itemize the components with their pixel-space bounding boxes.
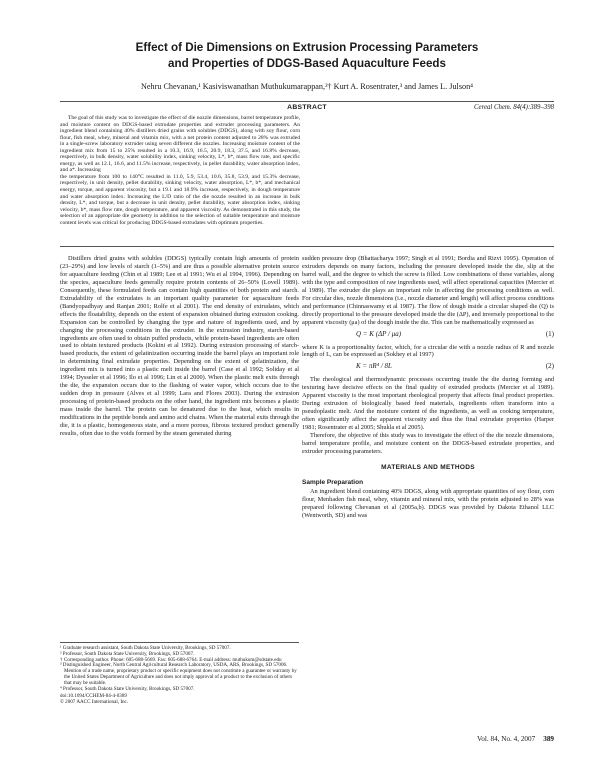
paper-title — [60, 40, 554, 72]
journal-volume: Vol. 84, No. 4, 2007 — [477, 735, 536, 743]
methods-paragraph-1: An ingredient blend containing 40% DDGS, along with appropriate quantities of soy flour, corn flour, Menhaden fish meal, whey, vitamin and mineral mix, with the protein adjusted to 28% was prepared following Chevanan et al (2005a,b). DDGS was provided by Dakota Ethanol LLC (Wentworth, SD) and was — [302, 487, 554, 519]
page-number: 389 — [543, 735, 554, 743]
equation-1-number: (1) — [545, 329, 554, 338]
body-column-right — [302, 255, 554, 520]
author-list: Nehru Chevanan,¹ Kasiviswanathan Muthukumarappan,²† Kurt A. Rosentrater,³ and James L. Julson⁴ — [140, 82, 474, 91]
abstract-label: ABSTRACT — [287, 104, 327, 111]
intro-paragraph-5: Therefore, the objective of this study was to investigate the effect of the die nozzle dimensions, barrel temperature profile, and moisture content on the DDGS-based extrudate properties, and extruder processing parameters. — [302, 432, 554, 455]
equation-2-number: (2) — [545, 362, 554, 371]
equation-1 — [302, 331, 554, 339]
footnote-1: ¹ Graduate research assistant, South Dakota State University, Brookings, SD 57007. — [60, 645, 231, 651]
subsection-heading-sample-prep: Sample Preparation — [302, 478, 364, 486]
footnotes — [60, 642, 299, 706]
equation-2 — [302, 363, 554, 371]
title-line-1: Effect of Die Dimensions on Extrusion Processing Parameters — [135, 41, 479, 54]
footnote-4: ⁴ Professor, South Dakota State University, Brookings, SD 57007. — [60, 685, 195, 692]
copyright: © 2007 AACC International, Inc. — [60, 699, 129, 706]
body-column-left — [60, 255, 299, 438]
journal-citation: Cereal Chem. 84(4):389–398 — [474, 104, 554, 111]
title-line-2: and Properties of DDGS-Based Aquaculture Feeds — [168, 57, 446, 70]
page-footer — [477, 735, 554, 743]
intro-paragraph-3: where K is a proportionality factor, which, for a circular die with a nozzle radius of R and nozzle length of L, can be expressed as (Sokhey et al 1997) — [302, 343, 554, 359]
footnote-3: ³ Distinguished Engineer, North Central Agricultural Research Laboratory, USDA, ARS, Brookings, SD 57006. Mention of a trade name, proprietary product or specific equipment does not constitute a guarantee or warranty by the United States Department of Agriculture and does not imply approval of a product to the exclusion of others that may be suitable. — [60, 662, 297, 686]
doi: doi:10.1094/CCHEM-84-4-0389 — [60, 693, 127, 700]
intro-paragraph-4: The rheological and thermodynamic processes occurring inside the die during forming and texturing have decisive effects on the final quality of extruded products (Mercier et al 1989). Apparent viscosity is the most important rheological property that affects final product properties. During extrusion of biologically based feed materials, ingredients often transform into a pseudoplastic melt. And the moisture content of the ingredients, as well as cooking temperature, often significantly affect the apparent viscosity and thus the final extrudate properties (Harper 1981; Rosentrater et al 2005; Shukla et al 2005). — [302, 376, 554, 432]
equation-2-expression: K = πR⁴ / 8L — [356, 362, 392, 371]
abstract-paragraph-2: the temperature from 100 to 140°C resulted in 11.0, 5.9, 53.4, 10.6, 35.8, 53.9, and 15.3% decrease, respectively, in unit density, pellet durability, sinking velocity, water absorption, L*, b*, and mechanical energy, torque, and apparent viscosity, but a 19.1 and 18.9% increase, respectively, in dough temperature and water absorption index. Increasing the L/D ratio of the die nozzle resulted in an increase in bulk density, L*, and torque, but a decrease in unit density, pellet durability, water absorption index, sinking velocity, b*, mass flow rate, dough temperature, and apparent viscosity. As demonstrated in this study, the selection of an appropriate die geometry in addition to the selection of suitable temperature and moisture content levels was critical for producing DDGS-based extrudates with optimum properties. — [60, 173, 300, 226]
footnote-2: ² Professor, South Dakota State University, Brookings, SD 57007. — [60, 650, 195, 657]
abstract-divider — [60, 246, 554, 247]
footnote-corresponding: † Corresponding author. Phone: 605-688-5669. Fax: 605-688-6764. E-mail address: muthukum@sdstate.edu — [60, 656, 282, 663]
abstract-paragraph-1: The goal of this study was to investigate the effect of die nozzle dimensions, barrel temperature profile, and moisture content on DDGS-based extrudate properties and extruder processing parameters. An ingredient blend containing 40% distillers dried grains with solubles (DDGS), along with soy flour, corn flour, fish meal, whey, mineral and vitamin mix, with a net protein content adjusted to 28% was extruded in a single-screw laboratory extruder using seven different die nozzles. Increasing moisture content of the ingredient mix from 15 to 25% resulted in a 10.3, 16.9, 16.5, 20.9, 18.3, 37.5, and 16.8% decrease, respectively, in bulk density, water solubility index, sinking velocity, L*, b*, mass flow rate, and specific energy, as well as 12.1, 16.6, and 11.5% increase, respectively, in pellet durability, water absorption index, and a*. Increasing — [60, 115, 300, 174]
abstract-header — [60, 101, 554, 111]
section-heading-methods: MATERIALS AND METHODS — [381, 463, 475, 471]
abstract-body — [60, 115, 554, 243]
intro-paragraph-1: Distillers dried grains with solubles (DDGS) typically contain high amounts of protein (23–29%) and low levels of starch (1–5%) and are thus a possible alternative protein source for aquaculture feeding (Chin et al 1989; Lee et al 1991; Wu et al 1994, 1996). Depending on the species, aquaculture feeds generally require protein contents of 26–50% (Lovell 1989). Consequently, these formulated feeds can contain high quantities of both protein and starch. Extrudability of the extrudates is an important quality parameter for aquaculture feeds (Bandyopadhyay and Ranjan 2001; Rolfe et al 2001). The end density of extrudates, which effects the floatability, depends on the extent of expansion obtained during extrusion cooking. Expansion can be controlled by changing the type and nature of ingredients used, and by changing the processing conditions in the extruder. In the extrusion industry, starch-based ingredients are often used to obtain puffed products, while protein-based ingredients are often used to obtain textured products (Kokini et al 1992). During extrusion processing of starch-based products, the extent of gelatinization occurring inside the barrel plays an important role in determining final extrudate properties. Depending on the extent of gelatinization, the ingredient mix is turned into a plastic melt inside the barrel (Case et al 1992; Soliday et al 1994; Dysseler et al 1996; Ilo et al 1996; Lin et al 2000). When the plastic melt exits through the die, the expansion occurs due to the flashing of water vapor, which occurs due to the sudden drop in pressure (Alves et al 1999; Lara and Flores 2003). During the extrusion processing of protein-based products on the other hand, the ingredient mix becomes a plastic mass inside the barrel. The protein can be denatured due to the heat, which results in modifications in the peptide bonds and amino acid chains. When the material exits through the die, it is a plastic, homogeneous state, and a more porous, fibrous textured product generally results, often due to the voids formed by the steam generated during — [60, 255, 299, 437]
equation-1-expression: Q = K (ΔP / μa) — [356, 329, 402, 338]
intro-paragraph-2: sudden pressure drop (Bhattacharya 1997; Singh et al 1991; Bordia and Rizvi 1995). Operation of extruders depends on many factors, including the pressure developed inside the die, slip at the barrel wall, and the degree to which the screw is filled. Low combinations of these variables, along with the type and composition of raw ingredients used, will affect operational capacities (Mercier et al 1989). The extruder die plays an important role in affecting the processing conditions as well. For circular dies, nozzle dimensions (i.e., nozzle diameter and length) will affect process conditions and performance (Chinnaswamy et al 1987). The flow of dough inside a circular shaped die (Q) is directly proportional to the pressure developed inside the die (ΔP), and inversely proportional to the apparent viscosity (μa) of the dough inside the die. This can be mathematically expressed as — [302, 255, 554, 326]
